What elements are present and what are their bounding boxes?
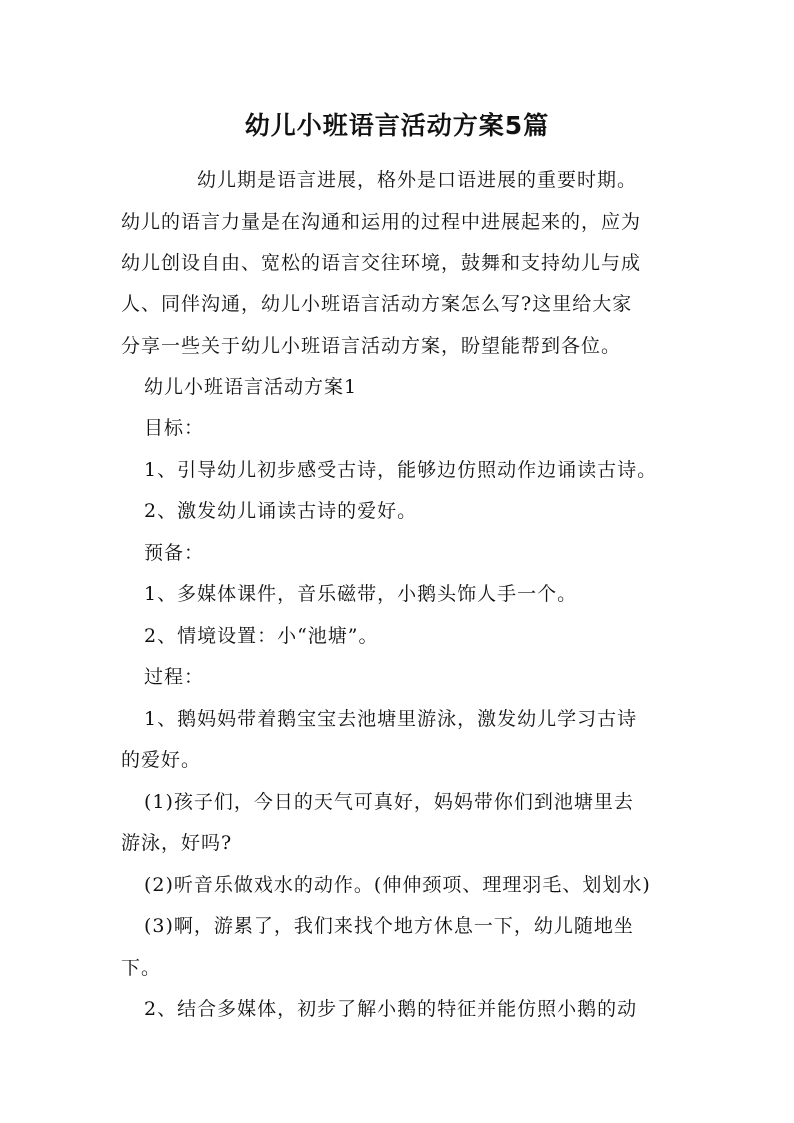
list-item: 2、情境设置：小“池塘”。 (144, 625, 379, 647)
list-item: (1)孩子们，今日的天气可真好，妈妈带你们到池塘里去 (144, 791, 634, 813)
paragraph-line: 分享一些关于幼儿小班语言活动方案，盼望能帮到各位。 (121, 335, 622, 357)
list-item: 1、引导幼儿初步感受古诗，能够边仿照动作边诵读古诗。 (144, 459, 658, 481)
list-item: (2)听音乐做戏水的动作。(伸伸颈项、理理羽毛、划划水) (144, 874, 651, 896)
list-item: 1、多媒体课件，音乐磁带，小鹅头饰人手一个。 (144, 583, 578, 605)
subheading-preparation: 预备： (144, 542, 205, 564)
paragraph-line: 幼儿的语言力量是在沟通和运用的过程中进展起来的，应为 (121, 211, 642, 233)
list-item-continuation: 下。 (121, 957, 162, 979)
section-heading: 幼儿小班语言活动方案1 (144, 376, 358, 398)
list-item-continuation: 的爱好。 (121, 749, 202, 771)
list-item: 2、激发幼儿诵读古诗的爱好。 (144, 500, 418, 522)
paragraph-line: 幼儿创设自由、宽松的语言交往环境，鼓舞和支持幼儿与成 (121, 252, 642, 274)
subheading-goal: 目标： (144, 417, 205, 439)
list-item-continuation: 游泳，好吗? (121, 832, 233, 854)
list-item: 1、鹅妈妈带着鹅宝宝去池塘里游泳，激发幼儿学习古诗 (144, 708, 638, 730)
paragraph-line: 幼儿期是语言进展，格外是口语进展的重要时期。 (197, 169, 638, 191)
list-item: 2、结合多媒体，初步了解小鹅的特征并能仿照小鹅的动 (144, 998, 638, 1020)
list-item: (3)啊，游累了，我们来找个地方休息一下，幼儿随地坐 (144, 915, 634, 937)
subheading-process: 过程： (144, 666, 205, 688)
document-title: 幼儿小班语言活动方案5篇 (244, 111, 550, 140)
paragraph-line: 人、同伴沟通，幼儿小班语言活动方案怎么写?这里给大家 (121, 293, 633, 315)
